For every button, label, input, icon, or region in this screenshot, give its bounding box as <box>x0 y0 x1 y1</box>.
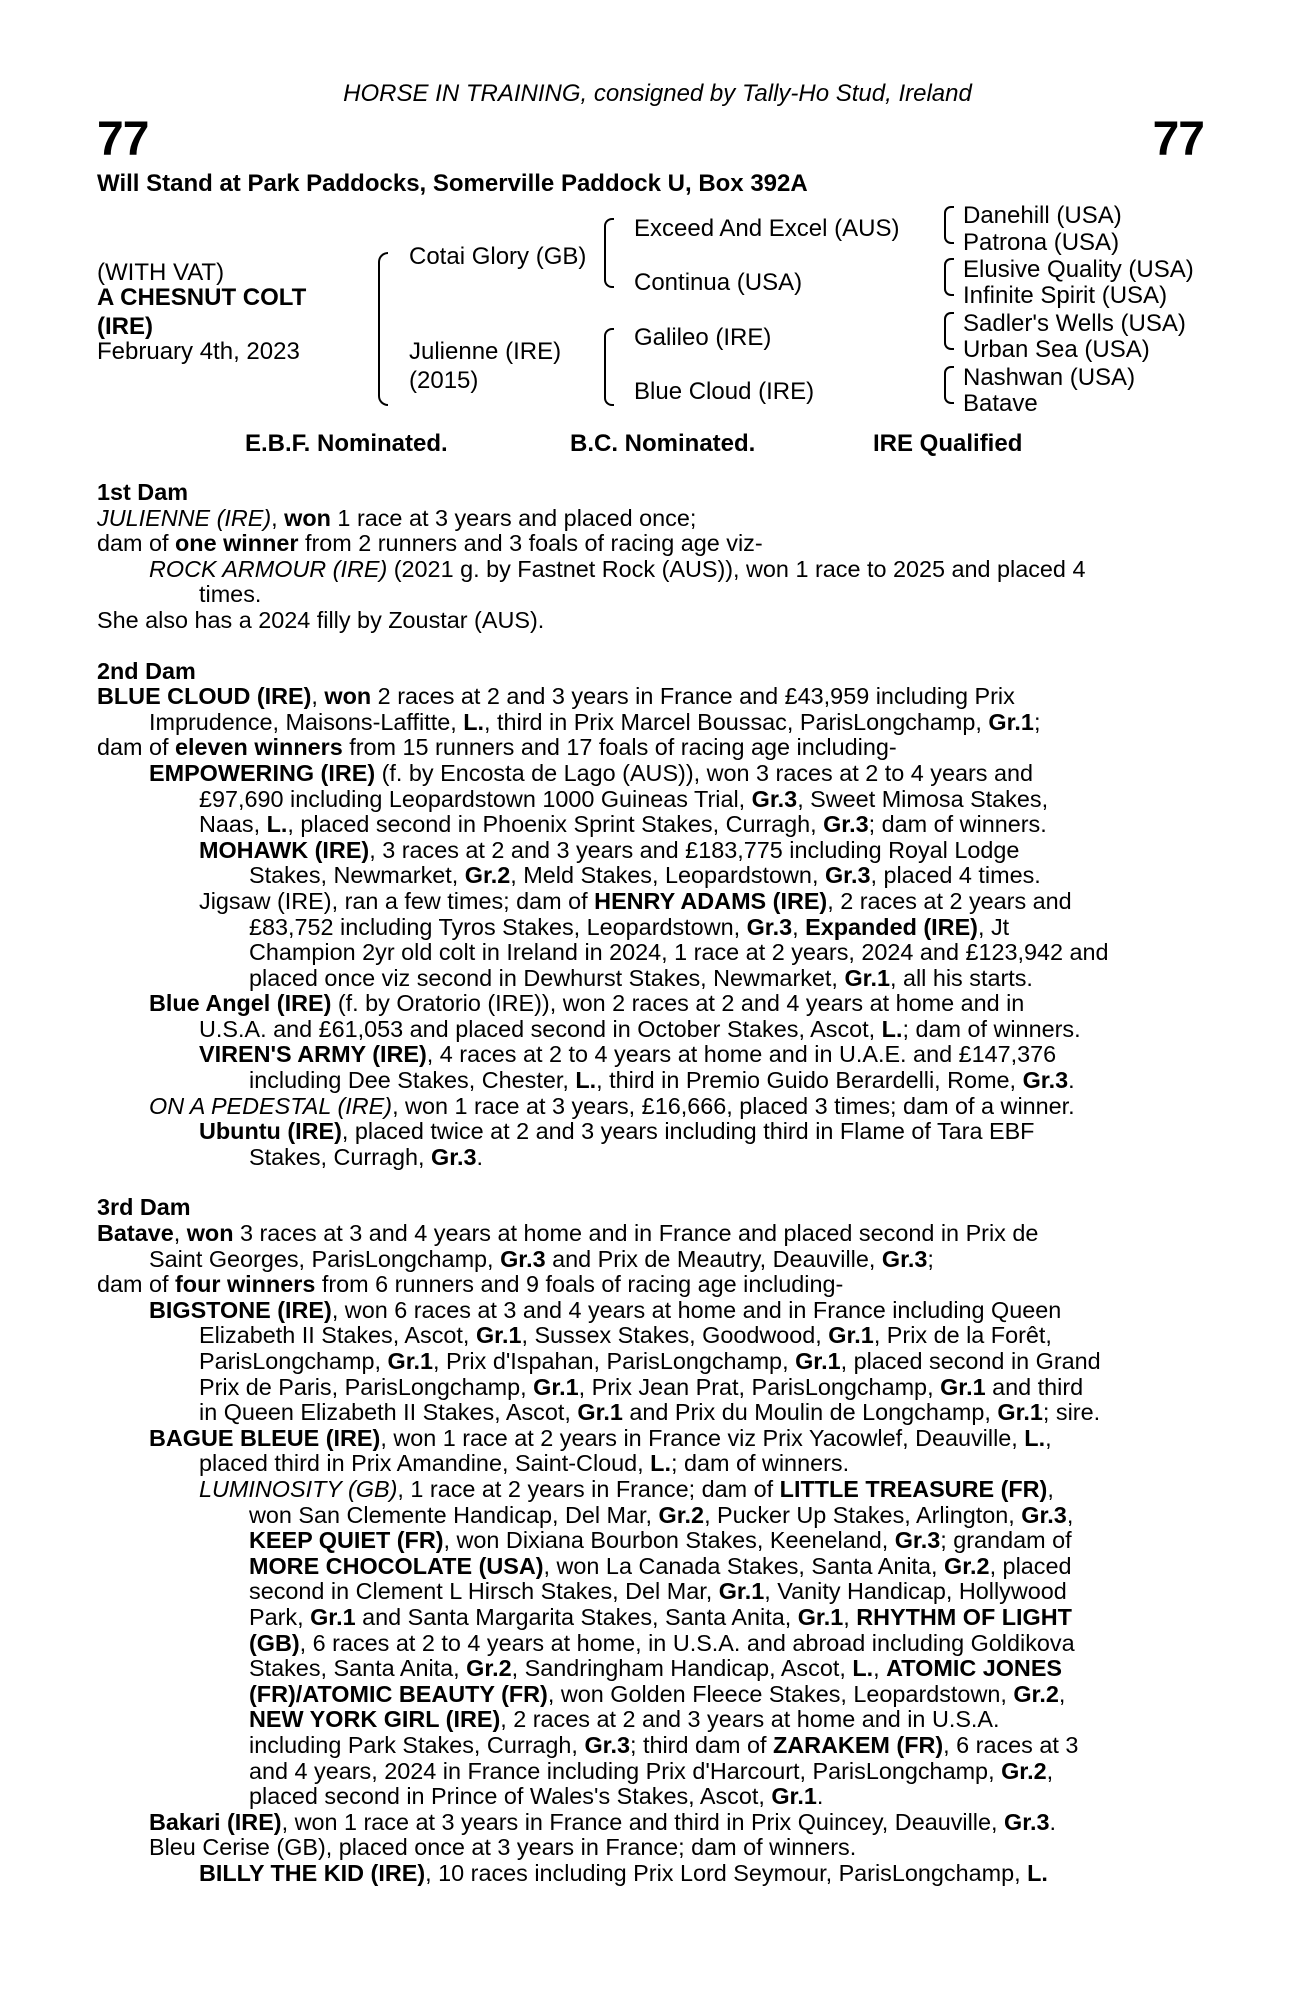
dam-line: Prix de Paris, ParisLongchamp, Gr.1, Prix Jean Prat, ParisLongchamp, Gr.1 and third <box>199 1373 1084 1400</box>
dam-line: and 4 years, 2024 in France including Prix d'Harcourt, ParisLongchamp, Gr.2, <box>249 1757 1054 1784</box>
pedigree-ggp-6: Urban Sea (USA) <box>963 336 1150 363</box>
pedigree-bracket-main <box>378 252 388 406</box>
dam-line: U.S.A. and £61,053 and placed second in October Stakes, Ascot, L.; dam of winners. <box>199 1015 1081 1042</box>
dam-line: Blue Angel (IRE) (f. by Oratorio (IRE)), won 2 races at 2 and 4 years at home and in <box>149 990 1025 1017</box>
pedigree-dam-sire: Galileo (IRE) <box>634 324 772 351</box>
pedigree-bracket-gg3 <box>944 312 954 350</box>
dam-line: ParisLongchamp, Gr.1, Prix d'Ispahan, ParisLongchamp, Gr.1, placed second in Grand <box>199 1348 1101 1374</box>
pedigree-bracket-sire <box>604 218 614 288</box>
pedigree-bracket-gg1 <box>944 206 954 244</box>
pedigree-ggp-1: Danehill (USA) <box>963 202 1122 229</box>
dam-line: Bakari (IRE), won 1 race at 3 years in France and third in Prix Quincey, Deauville, Gr.3. <box>149 1808 1057 1835</box>
nomination-ebf: E.B.F. Nominated. <box>245 430 448 457</box>
pedigree-sire: Cotai Glory (GB) <box>409 243 587 270</box>
dam-line: VIREN'S ARMY (IRE), 4 races at 2 to 4 years at home and in U.A.E. and £147,376 <box>199 1041 1057 1068</box>
stand-location: Will Stand at Park Paddocks, Somerville Paddock U, Box 392A <box>97 170 808 197</box>
dam-line: in Queen Elizabeth II Stakes, Ascot, Gr.1 and Prix du Moulin de Longchamp, Gr.1; sire. <box>199 1399 1101 1426</box>
lot-number-right: 77 <box>1152 113 1204 166</box>
pedigree-bracket-gg4 <box>944 366 954 404</box>
dam-line: times. <box>199 581 262 608</box>
dam-line: placed once viz second in Dewhurst Stakes, Newmarket, Gr.1, all his starts. <box>249 964 1033 991</box>
dam-line: Stakes, Curragh, Gr.3. <box>249 1143 484 1170</box>
pedigree-ggp-8: Batave <box>963 390 1038 417</box>
horse-name-line2: (IRE) <box>97 313 153 340</box>
dam-line: (GB), 6 races at 2 to 4 years at home, in U.S.A. and abroad including Goldikova <box>249 1629 1075 1656</box>
pedigree-bracket-dam <box>604 328 614 406</box>
pedigree-ggp-2: Patrona (USA) <box>963 229 1120 256</box>
dam-line: Saint Georges, ParisLongchamp, Gr.3 and Prix de Meautry, Deauville, Gr.3; <box>149 1245 934 1272</box>
dam-line: placed third in Prix Amandine, Saint-Cloud, L.; dam of winners. <box>199 1450 850 1477</box>
dam-line: dam of one winner from 2 runners and 3 foals of racing age viz- <box>97 530 763 557</box>
dam-line: JULIENNE (IRE), won 1 race at 3 years and placed once; <box>97 504 697 531</box>
dam-line: Ubuntu (IRE), placed twice at 2 and 3 years including third in Flame of Tara EBF <box>199 1118 1035 1145</box>
dam-line: MOHAWK (IRE), 3 races at 2 and 3 years and £183,775 including Royal Lodge <box>199 836 1020 863</box>
dam-line: won San Clemente Handicap, Del Mar, Gr.2, Pucker Up Stakes, Arlington, Gr.3, <box>249 1501 1074 1528</box>
dam-line: Champion 2yr old colt in Ireland in 2024, 1 race at 2 years, 2024 and £123,942 and <box>249 939 1109 966</box>
dam-line: Stakes, Newmarket, Gr.2, Meld Stakes, Leopardstown, Gr.3, placed 4 times. <box>249 862 1041 889</box>
dam-line: including Park Stakes, Curragh, Gr.3; third dam of ZARAKEM (FR), 6 races at 3 <box>249 1731 1079 1758</box>
pedigree-ggp-7: Nashwan (USA) <box>963 364 1136 391</box>
dam-line: dam of eleven winners from 15 runners and 17 foals of racing age including- <box>97 734 897 761</box>
pedigree-sire-sire: Exceed And Excel (AUS) <box>634 215 900 242</box>
dam-line: Jigsaw (IRE), ran a few times; dam of HENRY ADAMS (IRE), 2 races at 2 years and <box>199 887 1072 914</box>
dam-line: KEEP QUIET (FR), won Dixiana Bourbon Stakes, Keeneland, Gr.3; grandam of <box>249 1527 1072 1554</box>
section-heading: 2nd Dam <box>97 657 196 684</box>
dam-line: She also has a 2024 filly by Zoustar (AUS). <box>97 606 545 633</box>
dam-line: Park, Gr.1 and Santa Margarita Stakes, Santa Anita, Gr.1, RHYTHM OF LIGHT <box>249 1603 1072 1630</box>
second-dam-section <box>97 659 1203 1171</box>
pedigree-dam-year: (2015) <box>409 367 479 394</box>
dam-line: placed second in Prince of Wales's Stakes, Ascot, Gr.1. <box>249 1783 824 1810</box>
pedigree-dam: Julienne (IRE) <box>409 338 562 365</box>
dam-line: Stakes, Santa Anita, Gr.2, Sandringham Handicap, Ascot, L., ATOMIC JONES <box>249 1655 1063 1682</box>
section-heading: 3rd Dam <box>97 1194 191 1221</box>
dam-line: NEW YORK GIRL (IRE), 2 races at 2 and 3 years at home and in U.S.A. <box>249 1706 1000 1733</box>
dam-line: second in Clement L Hirsch Stakes, Del Mar, Gr.1, Vanity Handicap, Hollywood <box>249 1578 1067 1605</box>
dam-line: including Dee Stakes, Chester, L., third in Premio Guido Berardelli, Rome, Gr.3. <box>249 1067 1075 1094</box>
dam-line: Imprudence, Maisons-Laffitte, L., third in Prix Marcel Boussac, ParisLongchamp, Gr.1; <box>149 708 1041 735</box>
pedigree-dam-dam: Blue Cloud (IRE) <box>634 378 815 405</box>
nomination-ire: IRE Qualified <box>873 430 1023 457</box>
dam-line: (FR)/ATOMIC BEAUTY (FR), won Golden Fleece Stakes, Leopardstown, Gr.2, <box>249 1680 1066 1707</box>
dam-line: Bleu Cerise (GB), placed once at 3 years in France; dam of winners. <box>149 1834 857 1861</box>
dam-line: Naas, L., placed second in Phoenix Sprint Stakes, Curragh, Gr.3; dam of winners. <box>199 811 1047 838</box>
vat-note: (WITH VAT) <box>97 259 225 286</box>
section-heading: 1st Dam <box>97 479 189 505</box>
horse-name-line1: A CHESNUT COLT <box>97 284 307 311</box>
dam-line: MORE CHOCOLATE (USA), won La Canada Stakes, Santa Anita, Gr.2, placed <box>249 1552 1072 1579</box>
catalogue-body <box>97 480 1203 1886</box>
dam-line: Elizabeth II Stakes, Ascot, Gr.1, Sussex Stakes, Goodwood, Gr.1, Prix de la Forêt, <box>199 1322 1052 1349</box>
dam-line: EMPOWERING (IRE) (f. by Encosta de Lago (AUS)), won 3 races at 2 to 4 years and <box>149 759 1033 786</box>
dam-line: BAGUE BLEUE (IRE), won 1 race at 2 years in France viz Prix Yacowlef, Deauville, L., <box>149 1424 1052 1451</box>
nomination-bc: B.C. Nominated. <box>570 430 756 457</box>
dam-line: dam of four winners from 6 runners and 9 foals of racing age including- <box>97 1271 844 1298</box>
horse-name <box>97 283 306 341</box>
dam-line: BILLY THE KID (IRE), 10 races including Prix Lord Seymour, ParisLongchamp, L. <box>199 1859 1048 1886</box>
pedigree-sire-dam: Continua (USA) <box>634 269 803 296</box>
catalogue-header: HORSE IN TRAINING, consigned by Tally-Ho Stud, Ireland <box>343 80 972 107</box>
dam-line: £97,690 including Leopardstown 1000 Guineas Trial, Gr.3, Sweet Mimosa Stakes, <box>199 785 1049 812</box>
dam-line: LUMINOSITY (GB), 1 race at 2 years in France; dam of LITTLE TREASURE (FR), <box>199 1475 1054 1502</box>
pedigree-ggp-5: Sadler's Wells (USA) <box>963 310 1186 337</box>
first-dam-section <box>97 480 1203 634</box>
dam-line: BLUE CLOUD (IRE), won 2 races at 2 and 3 years in France and £43,959 including Prix <box>97 683 1015 710</box>
dam-line: Batave, won 3 races at 3 and 4 years at home and in France and placed second in Prix de <box>97 1220 1039 1247</box>
date-of-birth: February 4th, 2023 <box>97 338 300 365</box>
pedigree-ggp-4: Infinite Spirit (USA) <box>963 282 1168 309</box>
dam-line: BIGSTONE (IRE), won 6 races at 3 and 4 years at home and in France including Queen <box>149 1296 1062 1323</box>
pedigree-ggp-3: Elusive Quality (USA) <box>963 256 1194 283</box>
third-dam-section <box>97 1195 1203 1886</box>
pedigree-bracket-gg2 <box>944 258 954 296</box>
dam-line: ROCK ARMOUR (IRE) (2021 g. by Fastnet Rock (AUS)), won 1 race to 2025 and placed 4 <box>149 555 1086 582</box>
lot-number-left: 77 <box>97 113 149 166</box>
dam-line: £83,752 including Tyros Stakes, Leopardstown, Gr.3, Expanded (IRE), Jt <box>249 913 1010 940</box>
dam-line: ON A PEDESTAL (IRE), won 1 race at 3 years, £16,666, placed 3 times; dam of a winner. <box>149 1092 1075 1119</box>
